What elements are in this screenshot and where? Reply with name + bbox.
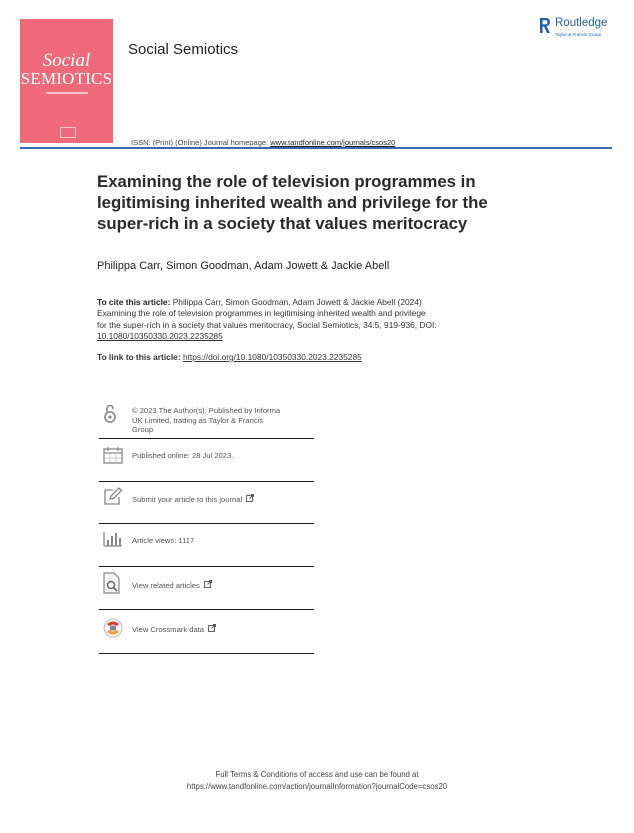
article-link-label: To link to this article:: [97, 352, 183, 362]
bar-chart-icon: [103, 531, 123, 547]
article-title: [97, 171, 547, 234]
cover-title-line1: Social: [42, 50, 91, 71]
article-title-line: legitimising inherited wealth and privilege for the: [97, 193, 488, 212]
issn-text: ISSN: (Print) (Online) Journal homepage:: [131, 138, 271, 147]
external-link-icon: [204, 580, 212, 588]
article-link-line: [97, 352, 362, 362]
open-access-icon: [103, 404, 117, 424]
related-articles-link[interactable]: [132, 580, 212, 591]
row-divider: [99, 566, 314, 567]
published-date: Published online: 28 Jul 2023.: [132, 451, 234, 460]
routledge-logo-icon: [539, 17, 551, 34]
crossmark-label: View Crossmark data: [132, 625, 205, 634]
article-authors: Philippa Carr, Simon Goodman, Adam Jowett & Jackie Abell: [97, 260, 390, 272]
calendar-icon: [103, 446, 123, 464]
row-divider: [99, 481, 314, 482]
publisher-name: Routledge: [555, 17, 608, 29]
cover-title-line2: SEMIOTICS: [20, 69, 113, 88]
external-link-icon: [246, 494, 254, 502]
row-divider: [99, 653, 314, 654]
copyright-text: UK Limited, trading as Taylor & Francis: [132, 415, 264, 425]
copyright-text: Group: [132, 425, 154, 435]
cover-divider: [46, 92, 88, 94]
citation-text: for the super-rich in a society that values meritocracy, Social Semiotics, 34:5, 919-936, DOI:: [97, 319, 437, 330]
article-views: Article views: 1117: [132, 536, 195, 545]
journal-homepage-link[interactable]: www.tandfonline.com/journals/csos20: [270, 138, 396, 147]
citation-text: Examining the role of television programmes in legitimising inherited wealth and privilege: [97, 308, 426, 319]
publisher-tagline: Taylor & Francis Group: [555, 32, 602, 37]
crossmark-icon: [103, 618, 123, 638]
submit-article-icon: [103, 487, 123, 505]
row-divider: [99, 609, 314, 610]
citation-text: Philippa Carr, Simon Goodman, Adam Jowett & Jackie Abell (2024): [170, 297, 422, 307]
cover-publisher-logo: [60, 127, 76, 138]
footer: [0, 769, 634, 792]
issn-line: [131, 138, 395, 147]
journal-name: Social Semiotics: [128, 41, 239, 58]
external-link-icon: [208, 624, 216, 632]
footer-url-link[interactable]: https://www.tandfonline.com/action/journalInformation?journalCode=csos20: [186, 781, 448, 791]
article-title-line: super-rich in a society that values meritocracy: [97, 214, 468, 233]
row-divider: [99, 438, 314, 439]
citation-doi-link[interactable]: 10.1080/10350330.2023.2235285: [97, 330, 223, 341]
article-title-line: Examining the role of television programmes in: [97, 172, 476, 191]
article-doi-link[interactable]: https://doi.org/10.1080/10350330.2023.2235285: [182, 352, 362, 362]
crossmark-link[interactable]: [132, 624, 216, 635]
citation-label: To cite this article:: [97, 297, 171, 307]
submit-article-link[interactable]: [132, 494, 254, 505]
copyright-text: © 2023 The Author(s). Published by Informa: [132, 406, 281, 415]
journal-cover: [20, 19, 113, 143]
row-divider: [99, 523, 314, 524]
citation-block: [97, 297, 537, 342]
related-articles-label: View related articles: [132, 581, 200, 590]
footer-terms: Full Terms & Conditions of access and use can be found at: [215, 770, 419, 779]
submit-article-label: Submit your article to this journal: [132, 495, 243, 504]
header-divider: [20, 147, 612, 149]
related-articles-icon: [103, 572, 121, 594]
copyright-notice: [132, 406, 280, 435]
